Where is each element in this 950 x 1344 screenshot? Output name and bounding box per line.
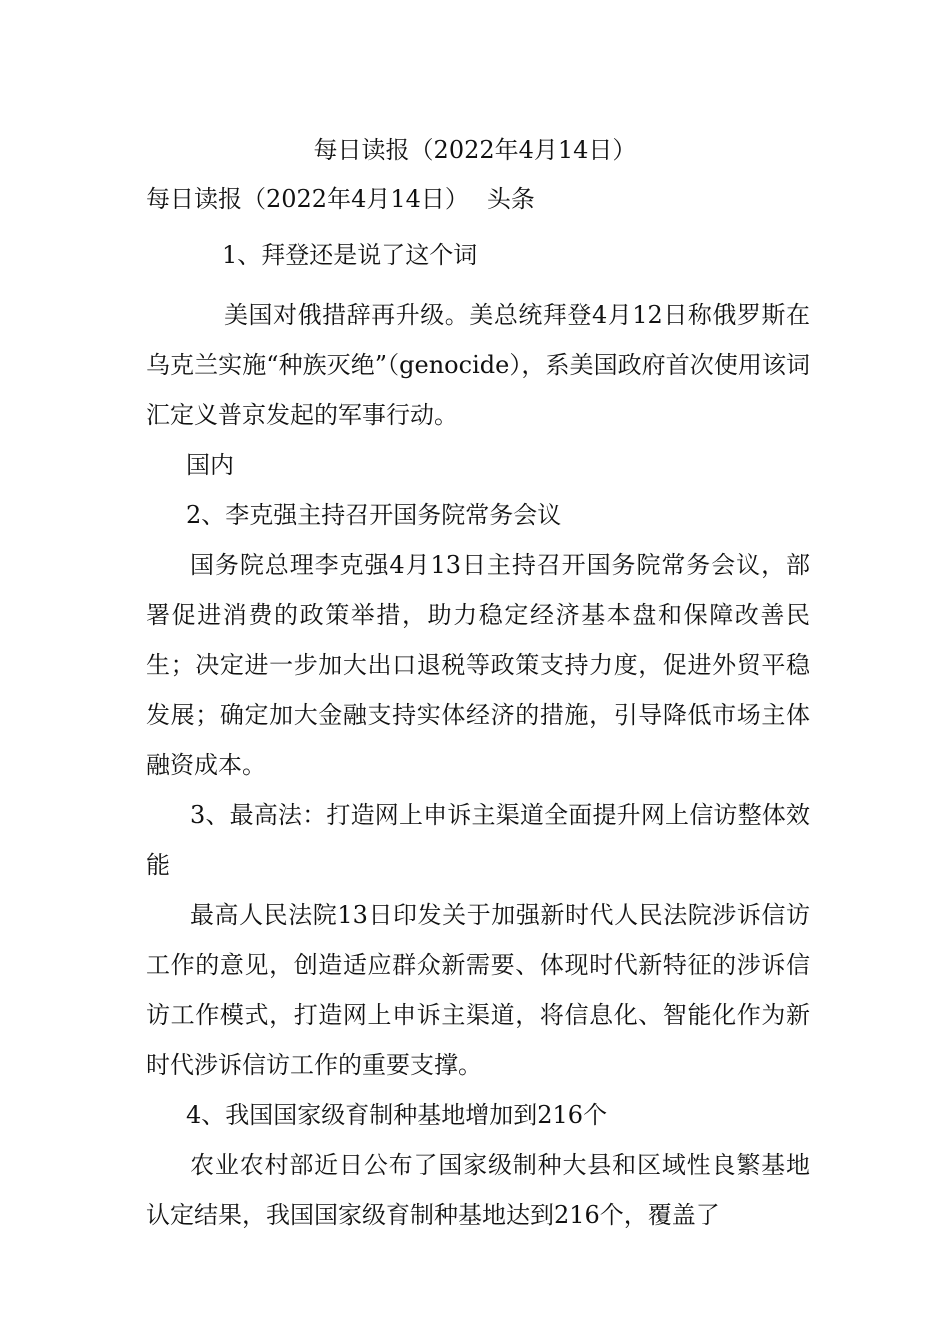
section-category-domestic: 国内 [186,451,234,479]
document-title: 每日读报（2022年4月14日） [313,136,637,164]
section-3-heading: 3、最高法：打造网上申诉主渠道全面提升网上信访整体效能 [146,801,810,879]
section-1-heading: 1、拜登还是说了这个词 [222,241,478,269]
section-4-body: 农业农村部近日公布了国家级制种大县和区域性良繁基地认定结果，我国国家级育制种基地达到216个，覆盖了 [146,1151,810,1229]
subtitle: 每日读报（2022年4月14日） [146,185,469,213]
section-2-heading: 2、李克强主持召开国务院常务会议 [186,501,562,529]
document-body [146,180,810,1240]
section-1-body: 美国对俄措辞再升级。美总统拜登4月12日称俄罗斯在乌克兰实施“种族灭绝”（genocide），系美国政府首次使用该词汇定义普京发起的军事行动。 [146,301,810,429]
section-2-body: 国务院总理李克强4月13日主持召开国务院常务会议，部署促进消费的政策举措，助力稳定经济基本盘和保障改善民生；决定进一步加大出口退税等政策支持力度，促进外贸平稳发展；确定加大金融支持实体经济的措施，引导降低市场主体融资成本。 [146,551,810,779]
subtitle-tag: 头条 [486,185,535,213]
section-3-body: 最高人民法院13日印发关于加强新时代人民法院涉诉信访工作的意见，创造适应群众新需要、体现时代新特征的涉诉信访工作模式，打造网上申诉主渠道，将信息化、智能化作为新时代涉诉信访工作的重要支撑。 [146,901,810,1079]
subtitle-line [146,180,810,218]
section-4-heading: 4、我国国家级育制种基地增加到216个 [186,1101,608,1129]
